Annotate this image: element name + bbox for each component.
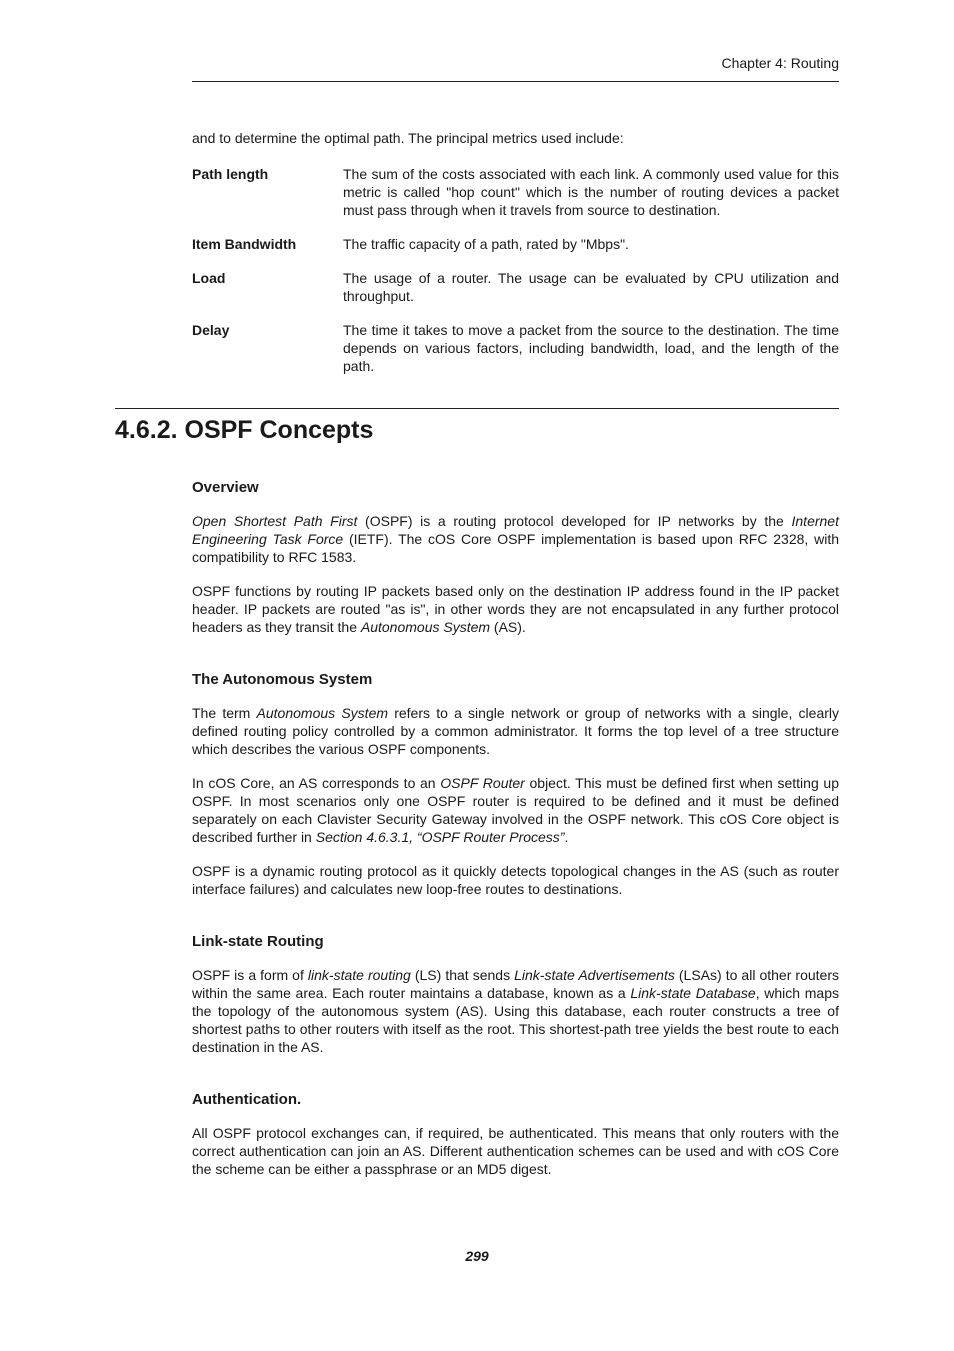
emphasis: Internet Engineering Task Force [192,513,839,547]
subheading-authentication: Authentication. [192,1091,302,1108]
emphasis: Link-state Database [630,985,756,1001]
emphasis: Open Shortest Path First [192,513,358,529]
text-run: (OSPF) is a routing protocol developed for IP networks by the [357,513,792,529]
emphasis: Autonomous System [256,705,389,721]
running-header [192,55,839,82]
text-run: . [564,829,569,845]
subheading-overview: Overview [192,479,259,496]
text-run: In cOS Core, an AS corresponds to an [192,775,441,791]
chapter-title: Chapter 4: Routing [721,55,839,71]
metric-description: The usage of a router. The usage can be evaluated by CPU utilization and throughput. [343,270,839,304]
text-run: The term [192,705,257,721]
page-number: 299 [465,1248,489,1264]
metric-term: Load [192,270,226,286]
linkstate-paragraph [192,966,839,1056]
text-run: OSPF functions by routing IP packets based only on the destination IP address found in the IP packet header. IP packets are routed "as is", in other words they are not encapsulated in any further protocol headers as they transit the [192,583,839,635]
metric-row [192,269,839,305]
text-run: (IETF). The cOS Core OSPF implementation is based upon RFC 2328, with compatibility to RFC 1583. [192,531,840,565]
section-title: 4.6.2. OSPF Concepts [115,416,374,444]
emphasis: link-state routing [307,967,411,983]
subheading-autonomous-system: The Autonomous System [192,671,373,688]
metric-row [192,321,839,375]
metric-term: Item Bandwidth [192,236,297,252]
autonomous-paragraph-3: OSPF is a dynamic routing protocol as it quickly detects topological changes in the AS (such as router interface failures) and calculates new loop-free routes to destinations. [192,863,839,897]
section-header [115,408,839,445]
emphasis: Autonomous System [360,619,491,635]
overview-paragraph-2 [192,582,839,636]
subheading-link-state-routing: Link-state Routing [192,933,324,950]
overview-paragraph-1 [192,512,839,566]
metric-term: Path length [192,166,269,182]
metrics-section [192,129,839,391]
intro-paragraph: and to determine the optimal path. The principal metrics used include: [192,130,624,146]
emphasis: OSPF Router [440,775,525,791]
metric-description: The time it takes to move a packet from the source to the destination. The time depends on various factors, including bandwidth, load, and the length of the path. [343,322,839,374]
authentication-paragraph: All OSPF protocol exchanges can, if required, be authenticated. This means that only routers with the correct authentication can join an AS. Different authentication schemes can be used and with cOS Core the scheme can be either a passphrase or an MD5 digest. [192,1125,839,1177]
metric-row [192,165,839,219]
metric-row [192,235,839,253]
text-run: refers to a single network or group of networks with a single, clearly defined routing policy controlled by a common administrator. It forms the top level of a tree structure which describes the various OSPF components. [192,705,839,757]
metric-term: Delay [192,322,230,338]
emphasis: Link-state Advertisements [514,967,675,983]
autonomous-paragraph-2 [192,774,839,846]
metric-description: The sum of the costs associated with each link. A commonly used value for this metric is called "hop count" which is the number of routing devices a packet must pass through when it travels from source to destination. [343,166,839,218]
autonomous-paragraph-1 [192,704,839,758]
cross-reference-link[interactable]: Section 4.6.3.1, “OSPF Router Process” [315,829,565,845]
text-run: (LS) that sends [410,967,515,983]
text-run: (AS). [490,619,526,635]
metric-description: The traffic capacity of a path, rated by "Mbps". [343,236,629,252]
section-body [192,478,839,1194]
text-run: OSPF is a form of [192,967,308,983]
text-run: object. This must be defined first when setting up OSPF. In most scenarios only one OSPF router is required to be defined and it must be defined separately on each Clavister Security Gateway involved in the OSPF network. This cOS Core object is described further in [192,775,839,845]
text-run: (LSAs) to all other routers within the same area. Each router maintains a database, known as a [192,967,839,1001]
text-run: , which maps the topology of the autonomous system (AS). Using this database, each router constructs a tree of shortest paths to other routers with itself as the root. This shortest-path tree yields the best route to each destination in the AS. [192,985,839,1055]
